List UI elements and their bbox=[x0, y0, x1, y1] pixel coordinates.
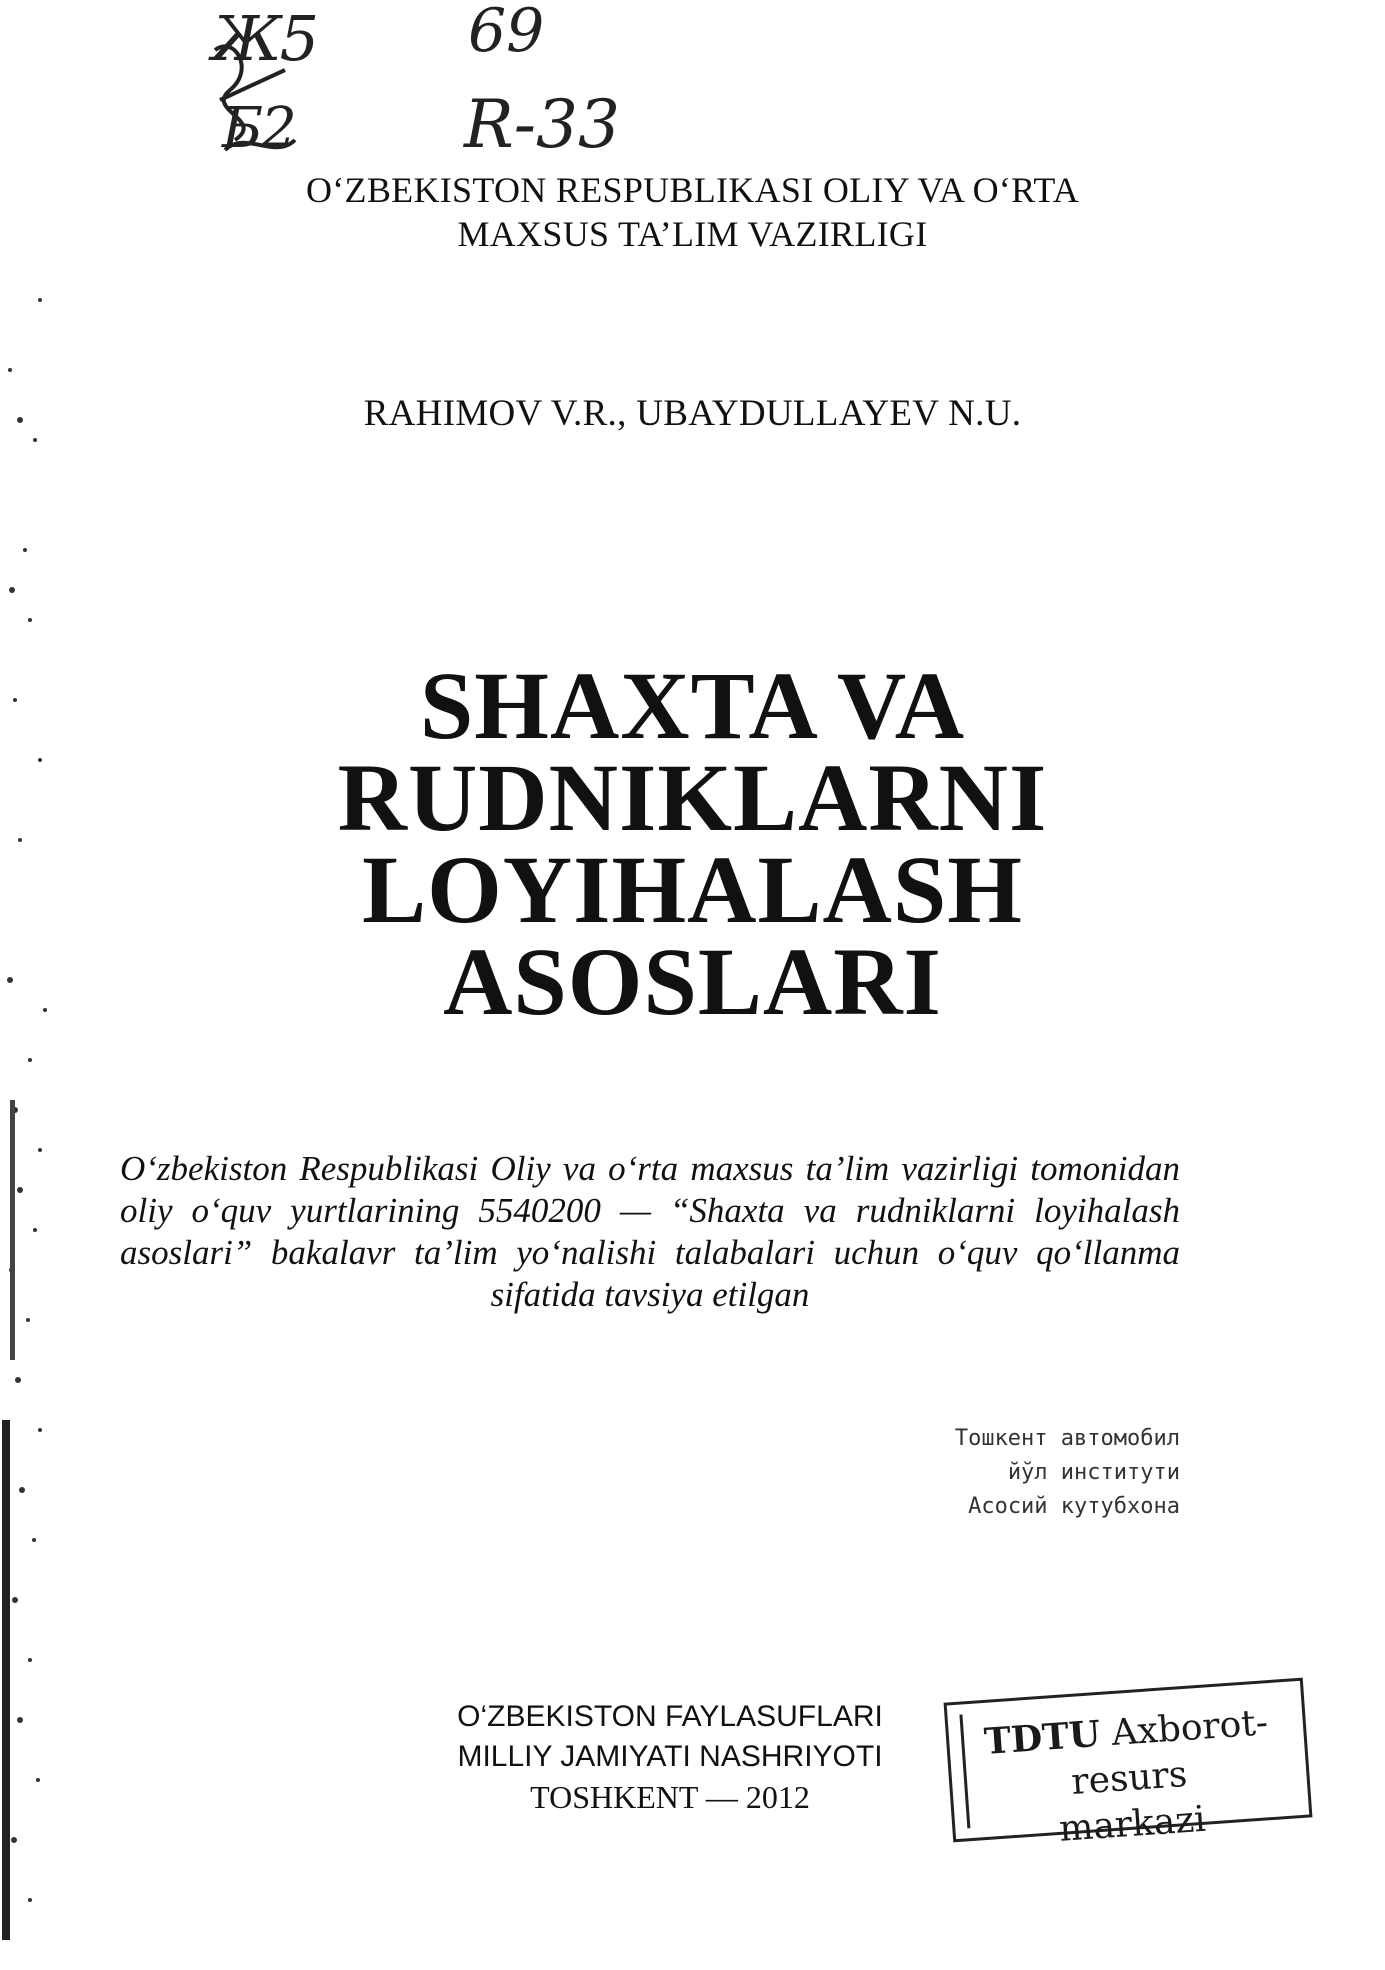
stamp-line: йўл институти bbox=[1007, 1460, 1180, 1485]
ministry-line: O‘ZBEKISTON RESPUBLIKASI OLIY VA O‘RTA bbox=[305, 170, 1080, 210]
tdtu-stamp bbox=[944, 1678, 1313, 1850]
handwritten-mark: Б2 bbox=[222, 96, 295, 161]
stamp-abbr: TDTU bbox=[982, 1712, 1102, 1763]
handwritten-mark: Ж5 bbox=[212, 2, 318, 75]
handwritten-mark: R-33 bbox=[464, 86, 620, 163]
book-title bbox=[0, 652, 1385, 1035]
stamp-line: Axborot-resurs bbox=[1070, 1702, 1270, 1803]
publisher-block bbox=[400, 1697, 940, 1817]
publisher-line: MILLIY JAMIYATI NASHRIYOTI bbox=[457, 1740, 883, 1773]
publisher-line: O‘ZBEKISTON FAYLASUFLARI bbox=[457, 1700, 883, 1733]
stamp-line: markazi bbox=[1057, 1798, 1208, 1850]
handwritten-mark: 69 bbox=[468, 0, 545, 66]
ministry-heading bbox=[0, 168, 1385, 256]
scan-noise bbox=[0, 0, 90, 1970]
stamp-line: Асосий кутубхона bbox=[968, 1494, 1180, 1519]
title-line: SHAXTA VA bbox=[419, 652, 966, 759]
title-line: ASOSLARI bbox=[443, 928, 942, 1035]
stamp-line: Тошкент автомобил bbox=[954, 1426, 1180, 1451]
recommendation-text: O‘zbekiston Respublikasi Oliy va o‘rta maxsus ta’lim vazirligi tomonidan oliy o‘quv yurtlarining 5540200 — “Shaxta va rudniklarni loyihalash asoslari” bakalavr ta’lim yo‘nalishi talabalari uchun o‘quv qo‘llanma sifatida tavsiya etilgan bbox=[120, 1149, 1180, 1314]
title-line: LOYIHALASH bbox=[362, 836, 1023, 943]
authors: RAHIMOV V.R., UBAYDULLAYEV N.U. bbox=[363, 393, 1022, 434]
title-line: RUDNIKLARNI bbox=[337, 744, 1048, 851]
publisher-city-year: TOSHKENT — 2012 bbox=[530, 1779, 810, 1815]
ministry-line: MAXSUS TA’LIM VAZIRLIGI bbox=[457, 214, 928, 254]
library-stamp bbox=[900, 1422, 1180, 1524]
